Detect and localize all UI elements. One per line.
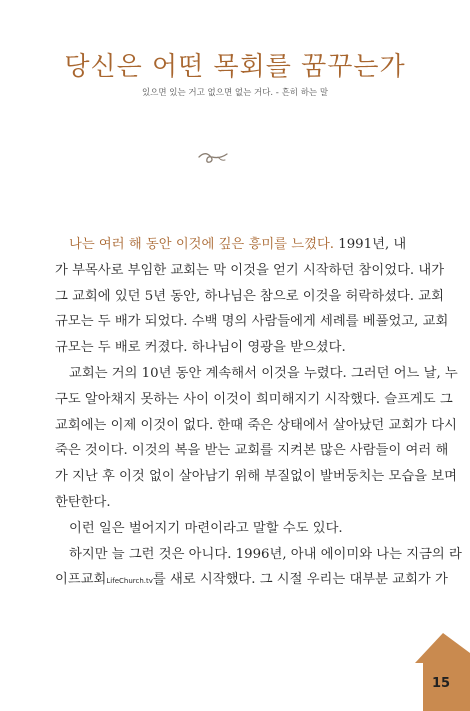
text-line [55, 309, 449, 335]
text-line [55, 258, 445, 284]
text-line [55, 490, 405, 516]
text-line [55, 542, 462, 568]
line-text: 하지만 늘 그런 것은 아니다. 1996년, 아내 에이미와 나는 지금의 라 [69, 546, 462, 562]
text-line [55, 387, 453, 413]
swirl-ornament-icon [196, 147, 230, 167]
line-text: 1991년, 내 [334, 237, 407, 252]
text-line [55, 335, 405, 361]
text-line [55, 464, 457, 490]
line-text: 죽은 것이다. 이것의 복을 받는 교회를 지켜본 많은 사람들이 여러 해 [55, 443, 449, 459]
text-line [55, 413, 457, 439]
line-text: 를 새로 시작했다. 그 시절 우리는 대부분 교회가 가 [152, 572, 448, 588]
highlighted-phrase: 나는 여러 해 동안 이것에 깊은 흥미를 느꼈다. [69, 237, 335, 252]
text-line [55, 516, 405, 542]
line-text: 이런 일은 벌어지기 마련이라고 말할 수도 있다. [69, 520, 343, 536]
line-text: 가 부목사로 부임한 교회는 막 이것을 얻기 시작하던 참이었다. 내가 [55, 262, 445, 278]
text-line [55, 284, 444, 310]
text-line [55, 567, 448, 593]
epigraph: 있으면 있는 거고 없으면 없는 거다. - 흔히 하는 말 [141, 88, 329, 98]
body-text [55, 232, 462, 593]
church-url: LifeChurch.tv [106, 577, 153, 586]
line-text: 교회는 거의 10년 동안 계속해서 이것을 누렸다. 그러던 어느 날, 누 [69, 365, 458, 381]
line-text: 구도 알아채지 못하는 사이 이것이 희미해지기 시작했다. 슬프게도 그 [55, 391, 453, 407]
text-line [55, 232, 405, 258]
line-text: 규모는 두 배로 커졌다. 하나님이 영광을 받으셨다. [55, 340, 346, 356]
line-text: 가 지난 후 이것 없이 살아남기 위해 부질없이 발버둥치는 모습을 보며 [55, 469, 457, 485]
text-line [55, 361, 458, 387]
line-text: 그 교회에 있던 5년 동안, 하나님은 참으로 이것을 허락하셨다. 교회 [55, 288, 444, 304]
line-text: 규모는 두 배가 되었다. 수백 명의 사람들에게 세례를 베풀었고, 교회 [55, 314, 449, 330]
church-name: 이프교회 [55, 572, 107, 588]
text-line [55, 438, 449, 464]
page-number: 15 [431, 676, 451, 691]
line-text: 한탄한다. [55, 494, 111, 510]
line-text: 교회에는 이제 이것이 없다. 한때 죽은 상태에서 살아났던 교회가 다시 [55, 417, 457, 433]
page-corner-arrow [415, 633, 470, 711]
chapter-title: 당신은 어떤 목회를 꿈꾸는가 [64, 52, 406, 82]
